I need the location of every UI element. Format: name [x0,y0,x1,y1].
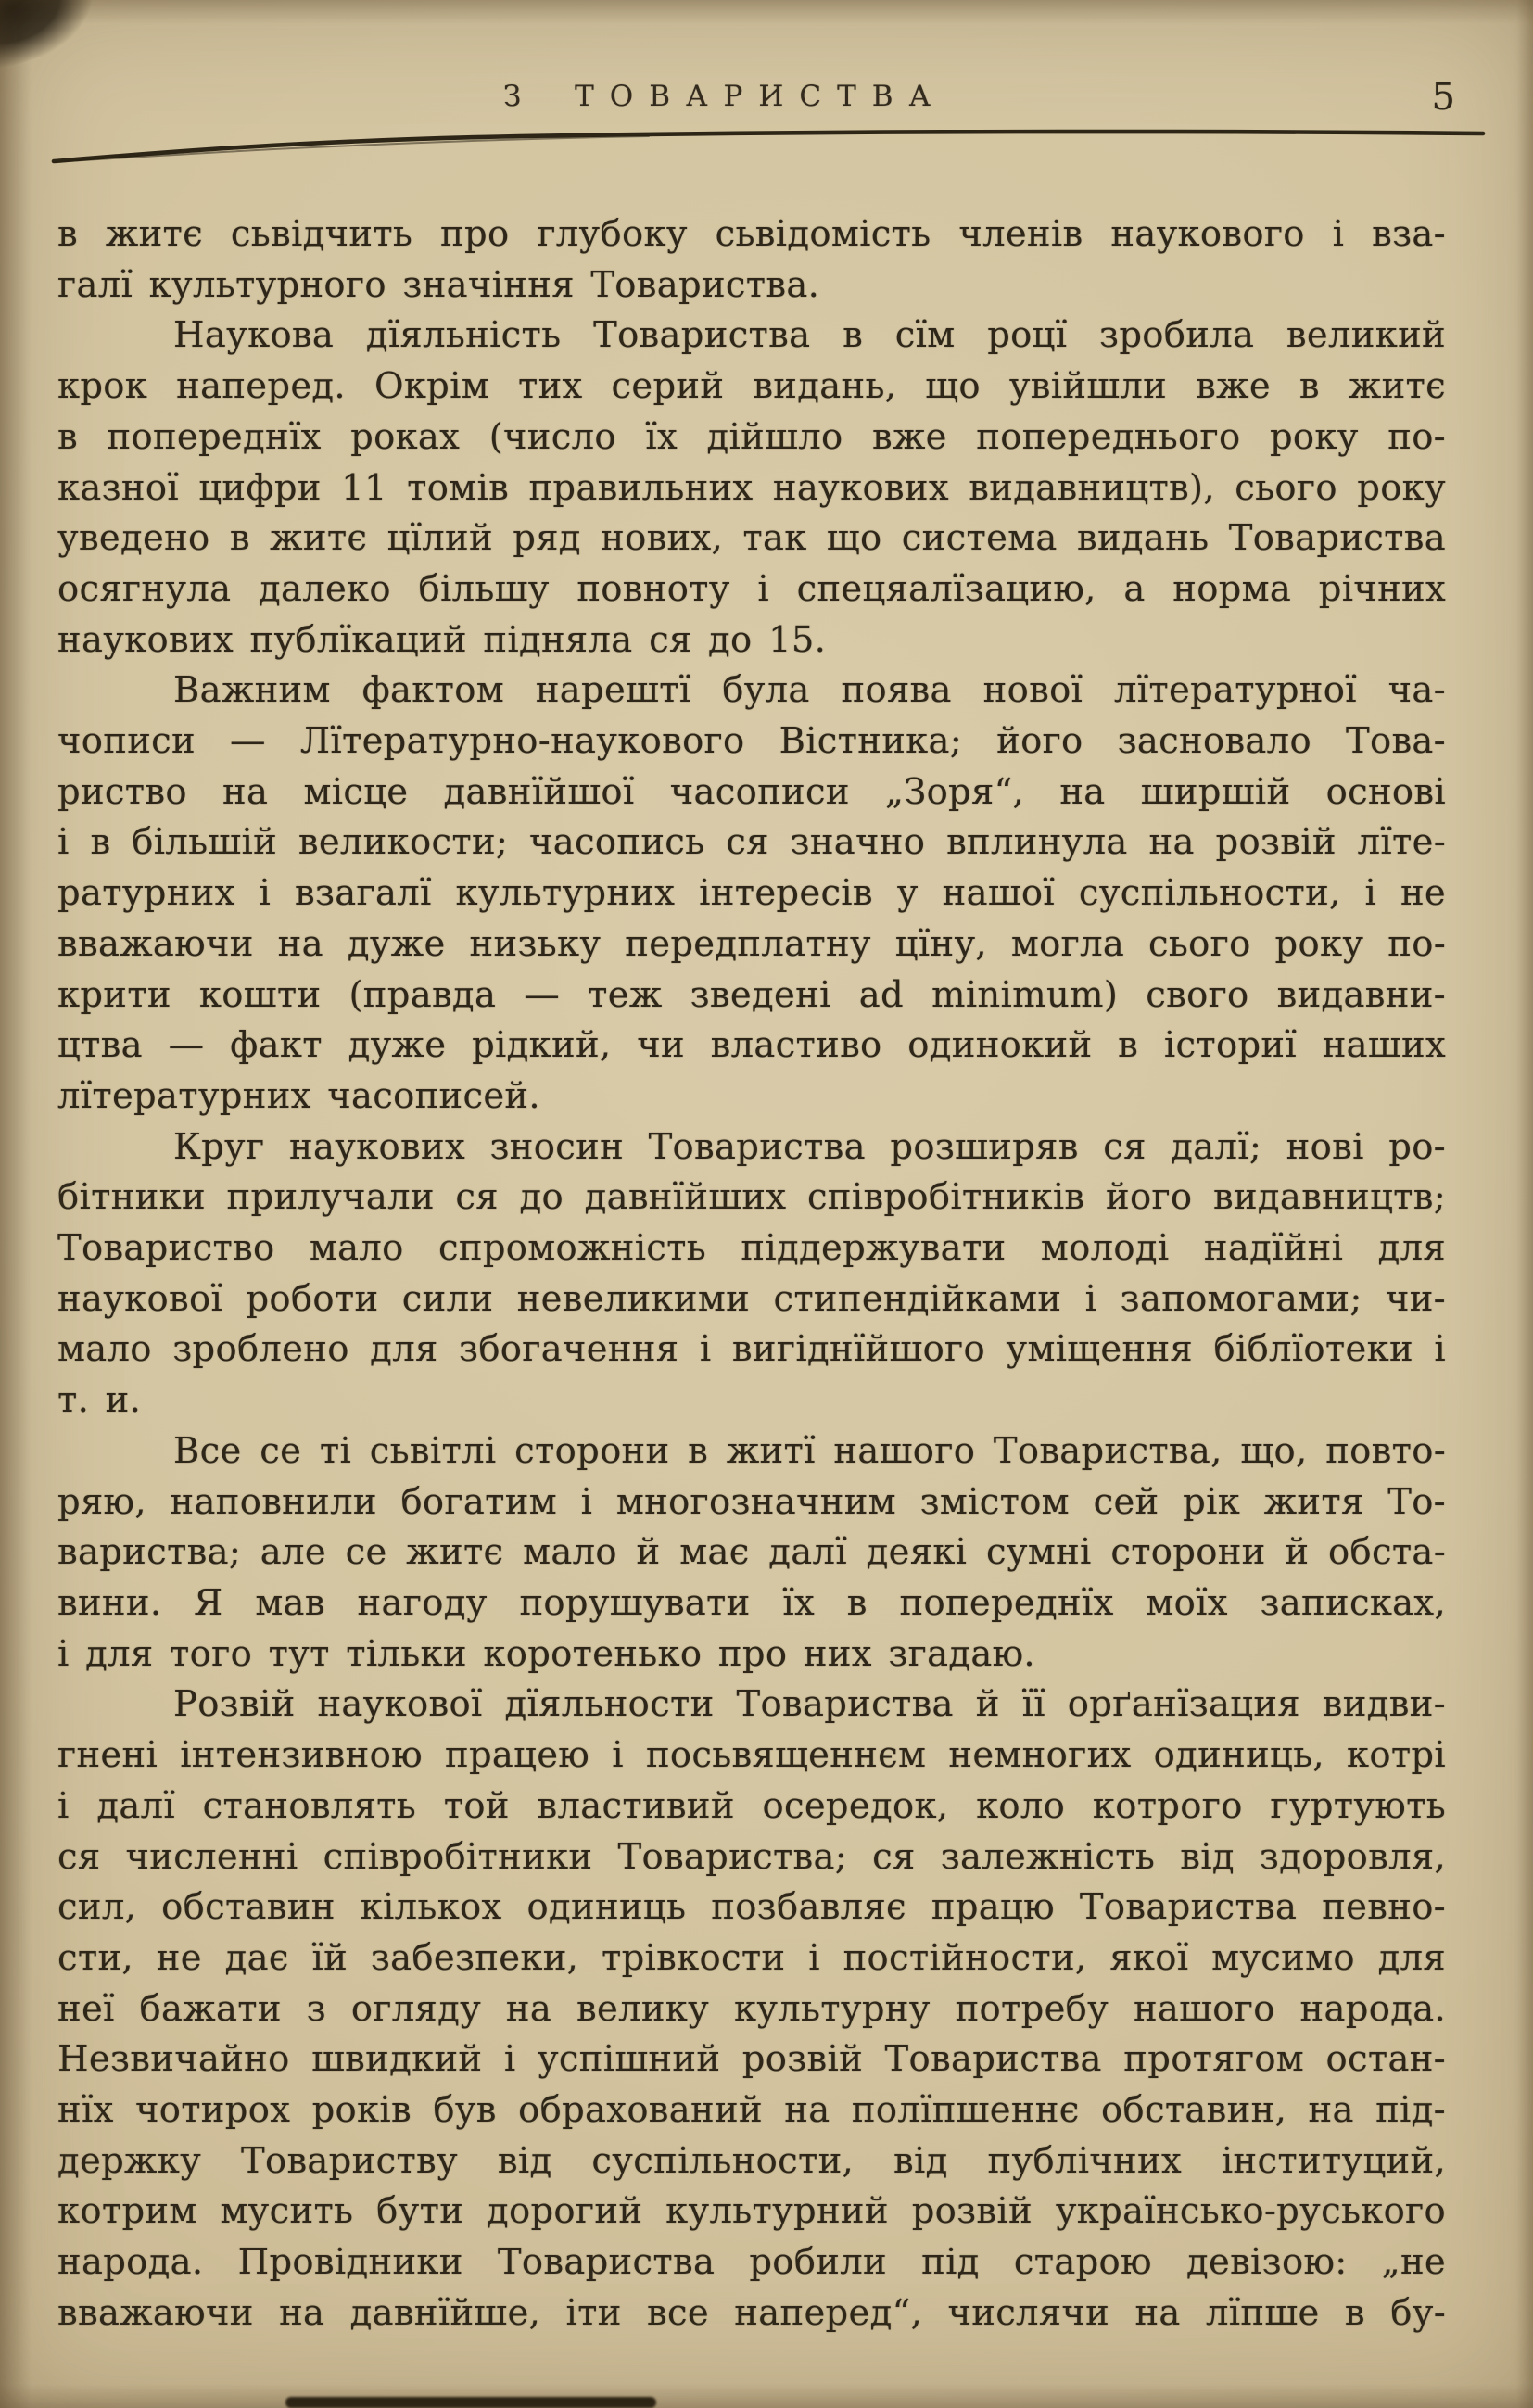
text-line: мало зроблено для збогачення і вигіднїйшого уміщення біблїотеки і т. и. [57,1328,1446,1422]
header-title: З ТОВАРИСТВА [502,80,947,113]
text-line: наукових публїкаций підняла ся до 15. [57,618,827,661]
text-line: Круг наукових зносин Товариства розширяв ся далї; нові ро- [173,1125,1446,1168]
text-line: уведено в житє цїлий ряд нових, так що система видань Товариства [57,517,1446,560]
text-line: казної цифри 11 томів правильних наукових видавництв), сього року [57,466,1446,509]
text-line: цтва — факт дуже рідкий, чи властиво одинокий в істориї наших [57,1024,1446,1067]
text-line: і для того тут тільки коротенько про них згадаю. [57,1632,1035,1675]
text-line: бітники прилучали ся до давнїйших співробітників його видавництв; [57,1176,1446,1219]
text-line: наукової роботи сили невеликими стипендійками і запомогами; чи- [57,1277,1446,1320]
text-line: крок наперед. Окрім тих серий видань, що увійшли вже в житє [57,365,1446,408]
text-line: галї культурного значіння Товариства. [57,263,820,306]
text-line: Товариство мало спроможність піддержувати молоді надїйні для [57,1227,1446,1270]
text-line: Наукова дїяльність Товариства в сїм роцї зробила великий [173,314,1446,357]
text-line: сил, обставин кількох одиниць позбавляє працю Товариства певно- [57,1886,1446,1929]
text-line: народа. Провідники Товариства робили під старою девізою: „не [57,2241,1446,2284]
text-line: чописи — Лїтературно-наукового Вістника; його засновало Това- [57,720,1446,763]
text-line: лїтературних часописей. [57,1074,540,1117]
text-line: вважаючи на дуже низьку передплатну цїну, могла сього року по- [57,922,1446,965]
text-line: Важним фактом нарештї була поява нової лїтературної ча- [173,669,1446,712]
text-line: осягнула далеко більшу повноту і спецяалїзацию, а норма річних [57,567,1446,610]
text-line: в житє сьвідчить про глубоку сьвідомість членів наукового і вза- [57,213,1446,255]
header-rule [0,119,1533,184]
page-number: 5 [1431,76,1455,119]
text-line: і далї становлять той властивий осередок, коло котрого гуртують [57,1784,1446,1827]
text-line: вариства; але се житє мало й має далї деякі сумні сторони й обста- [57,1531,1446,1574]
scan-artifact-corner [0,0,108,72]
text-line: вини. Я мав нагоду порушувати їх в попереднїх моїх записках, [57,1581,1446,1624]
text-line: ся численні співробітники Товариства; ся залежність від здоровля, [57,1835,1446,1878]
text-line: котрим мусить бути дорогий культурний розвій українсько-руського [57,2190,1446,2233]
text-line: ряю, наповнили богатим і многозначним змістом сей рік житя То- [57,1480,1446,1523]
text-line: гнені інтензивною працею і посьвященнєм немногих одиниць, котрі [57,1734,1446,1777]
text-line: неї бажати з огляду на велику культурну потребу нашого народа. [57,1987,1446,2030]
text-line: Незвичайно швидкий і успішний розвій Товариства протягом остан- [57,2038,1446,2081]
text-line: Розвій наукової дїяльности Товариства й її орґанїзация видви- [173,1683,1446,1726]
text-line: Все се ті сьвітлі сторони в житї нашого Товариства, що, повто- [173,1429,1446,1472]
text-line: нїх чотирох років був обрахований на полїпшеннє обставин, на під- [57,2089,1446,2132]
text-line: вважаючи на давнїйше, іти все наперед“, числячи на лїпше в бу- [57,2291,1446,2334]
text-line: в попереднїх роках (число їх дійшло вже попереднього року по- [57,415,1446,458]
text-line: і в більшій великости; часопись ся значно вплинула на розвій лїте- [57,821,1446,864]
scan-artifact-bottom-bar [285,2397,656,2408]
text-line: держку Товариству від суспільности, від публічних інституций, [57,2139,1446,2182]
text-line: сти, не дає їй забезпеки, трівкости і постійности, якої мусимо для [57,1936,1446,1979]
text-line: ратурних і взагалї культурних інтересів у нашої суспільности, і не [57,872,1446,915]
page-body-text [57,209,1446,2339]
text-line: крити кошти (правда — теж зведені ad minimum) свого видавни- [57,973,1446,1016]
text-line: риство на місце давнїйшої часописи „Зоря“, на ширшій основі [57,770,1446,813]
running-header [57,76,1455,124]
